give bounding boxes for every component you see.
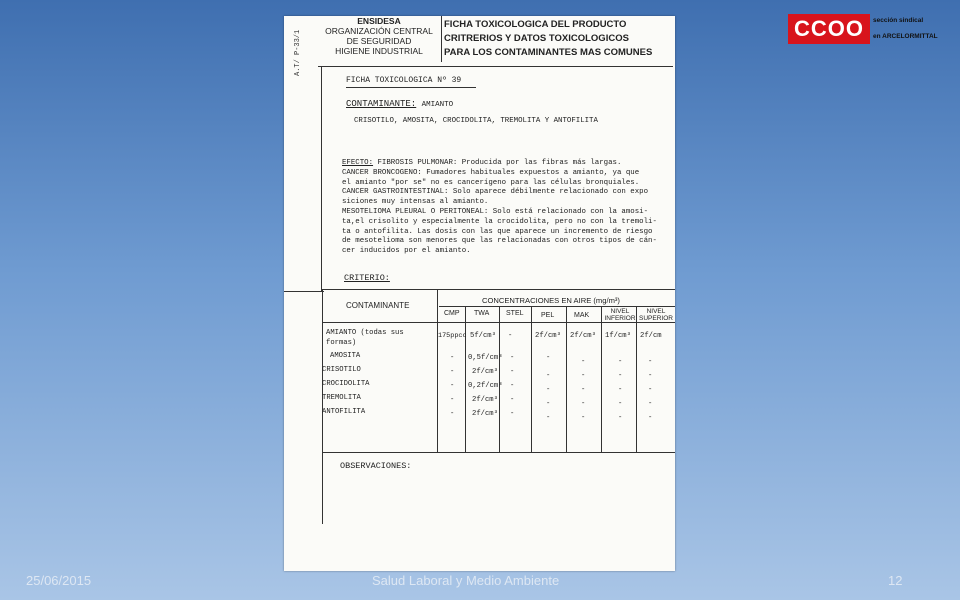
table-cell: -: [618, 400, 623, 408]
header-right-line: PARA LOS CONTAMINANTES MAS COMUNES: [444, 47, 653, 58]
efecto-line: CANCER BRONCOGENO: Fumadores habituales expuestos a amianto, ya que: [342, 168, 640, 177]
header-right: [444, 18, 652, 60]
contaminante-label: CONTAMINANTE:: [346, 99, 417, 109]
logo-subtitle-line2: en ARCELORMITTAL: [873, 33, 938, 40]
table-cell: -: [450, 396, 455, 404]
table-row-name: CRISOTILO: [322, 366, 361, 374]
efecto-line: CANCER GASTROINTESTINAL: Solo aparece débilmente relacionado con expo: [342, 188, 649, 197]
table-cell: -: [510, 382, 515, 390]
page-number: 12: [888, 573, 903, 588]
logo-text: CCOO: [794, 16, 864, 41]
ccoo-logo: [788, 14, 870, 44]
col-header: CMP: [444, 310, 460, 317]
header-right-line: FICHA TOXICOLOGICA DEL PRODUCTO: [444, 19, 627, 30]
table-cell: 0,5f/cm³: [468, 354, 503, 362]
efecto-line: de mesotelioma son menores que las relacionadas con otros tipos de cán-: [342, 237, 657, 246]
side-code: A.T/ P-33/1: [294, 29, 302, 76]
table-cell: -: [581, 414, 586, 422]
table-cell: -: [546, 414, 551, 422]
table-cell: -: [546, 400, 551, 408]
table-cell: -: [450, 354, 455, 362]
table-row-name: ANTOFILITA: [322, 408, 366, 416]
table-cell: -: [450, 410, 455, 418]
table-cell: -: [648, 400, 653, 408]
table-cell: -: [618, 358, 623, 366]
footer-title: Salud Laboral y Medio Ambiente: [372, 573, 560, 588]
col-header: MAK: [574, 312, 590, 319]
col-header: TWA: [474, 310, 490, 317]
contaminante-row: [346, 99, 453, 109]
table-cell: -: [510, 368, 515, 376]
table-cell: -: [648, 414, 653, 422]
table-cell: 2f/cm³: [535, 332, 561, 340]
header-right-line: CRITRERIOS Y DATOS TOXICOLOGICOS: [444, 33, 629, 44]
header-left-line: ORGANIZACIÓN CENTRAL: [325, 26, 433, 36]
footer-date: 25/06/2015: [26, 573, 92, 588]
efecto-line: ta,el crisolito y especialmente la crocidolita, pero no con la tremoli-: [342, 217, 657, 226]
table-cell: -: [510, 396, 515, 404]
table-cell: -: [450, 382, 455, 390]
table-cell: -: [508, 332, 513, 340]
col-header: PEL: [541, 312, 555, 319]
efecto-line: MESOTELIOMA PLEURAL O PERITONEAL: Solo está relacionado con la amosi-: [342, 207, 649, 216]
concentraciones-header: CONCENTRACIONES EN AIRE (mg/m³): [482, 296, 620, 305]
table-cell: -: [648, 358, 653, 366]
table-row-name: AMOSITA: [330, 352, 361, 360]
table-cell: -: [510, 410, 515, 418]
criterio-label: CRITERIO:: [344, 273, 390, 283]
table-cell: -: [581, 400, 586, 408]
efecto-block: [342, 159, 657, 257]
table-row-name: TREMOLITA: [322, 394, 361, 402]
header-left-line: DE SEGURIDAD: [346, 36, 412, 46]
table-cell: -: [618, 372, 623, 380]
efecto-line: ta o antofilita. Las dosis con las que aparece un incremento de riesgo: [342, 227, 653, 236]
efecto-line: [342, 159, 657, 169]
table-cell: 2f/cm³: [472, 396, 498, 404]
efecto-line: el amianto "por se" no es cancerígeno para las células bronquiales.: [342, 178, 640, 187]
table-cell: 5f/cm³: [470, 332, 496, 340]
table-cell: -: [618, 414, 623, 422]
contaminante-types: CRISOTILO, AMOSITA, CROCIDOLITA, TREMOLITA Y ANTOFILITA: [354, 117, 598, 125]
contaminante-header: CONTAMINANTE: [346, 301, 410, 310]
ficha-number: FICHA TOXICOLOGICA Nº 39: [346, 76, 462, 85]
observaciones-label: OBSERVACIONES:: [340, 461, 412, 471]
col-header: STEL: [506, 310, 524, 317]
table-cell: -: [450, 368, 455, 376]
col-header: NIVEL SUPERIOR: [639, 308, 673, 322]
table-row-name: CROCIDOLITA: [322, 380, 370, 388]
table-cell: 175ppcc: [438, 332, 467, 340]
table-cell: 2f/cm³: [472, 410, 498, 418]
table-cell: -: [581, 386, 586, 394]
table-row-name: AMIANTO (todas sus formas): [326, 329, 404, 347]
table-cell: -: [546, 354, 551, 362]
table-cell: -: [648, 386, 653, 394]
table-cell: -: [546, 386, 551, 394]
header-left: [324, 16, 434, 56]
table-cell: 1f/cm³: [605, 332, 631, 340]
table-cell: -: [546, 372, 551, 380]
header-left-line: HIGIENE INDUSTRIAL: [335, 46, 423, 56]
table-cell: -: [581, 358, 586, 366]
table-cell: -: [618, 386, 623, 394]
efecto-line: siciones muy intensas al amianto.: [342, 198, 489, 207]
table-cell: 2f/cm: [640, 332, 662, 340]
col-header: NIVEL INFERIOR: [604, 308, 636, 322]
efecto-line: cer inducidos por el amianto.: [342, 247, 471, 256]
header-left-line: ENSIDESA: [357, 16, 401, 26]
contaminante-value: AMIANTO: [421, 101, 454, 109]
table-cell: 2f/cm³: [472, 368, 498, 376]
table-cell: -: [648, 372, 653, 380]
table-cell: -: [510, 354, 515, 362]
efecto-text: FIBROSIS PULMONAR: Producida por las fibras más largas.: [377, 159, 622, 167]
table-cell: -: [581, 372, 586, 380]
efecto-label: EFECTO:: [342, 159, 374, 167]
logo-subtitle-line1: sección sindical: [873, 17, 924, 24]
table-cell: 2f/cm³: [570, 332, 596, 340]
table-cell: 0,2f/cm³: [468, 382, 503, 390]
scanned-document: [284, 16, 675, 571]
